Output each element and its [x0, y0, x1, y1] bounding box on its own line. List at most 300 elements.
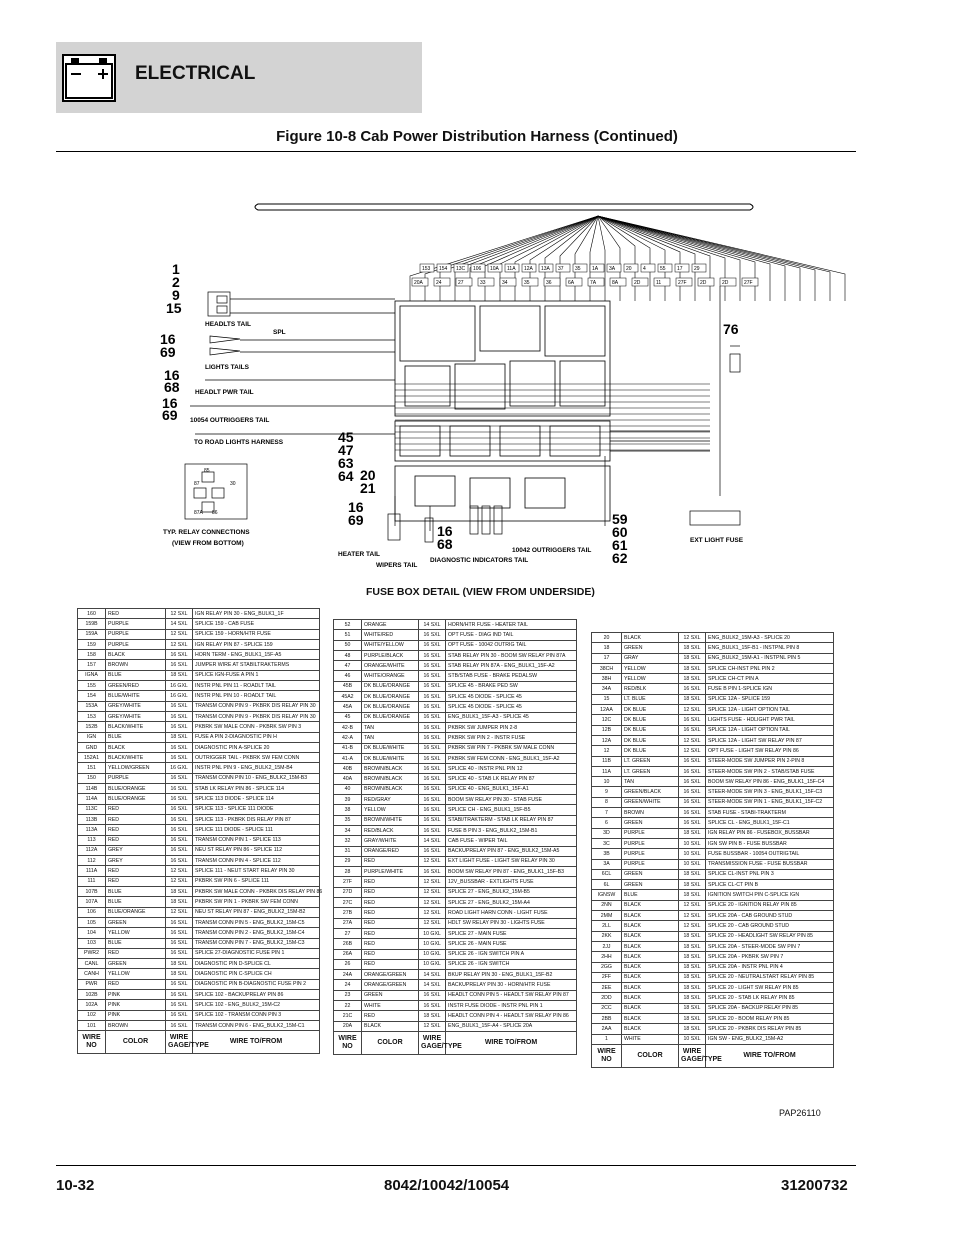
table-row: [592, 746, 834, 756]
wire-to-from: OPT FUSE - DIAG IND TAIL: [446, 630, 577, 640]
wire-tag-label: 13C: [456, 266, 466, 272]
table-row: [78, 825, 320, 835]
wire-gage: 12 SXL: [679, 746, 706, 756]
callout-number: 60: [612, 524, 628, 540]
wire-gage: 16 SXL: [679, 766, 706, 776]
table-row: [592, 1024, 834, 1034]
callout-number: 2: [172, 274, 180, 290]
wire-color: GREY: [106, 845, 166, 855]
table-row: [334, 887, 577, 897]
wire-number: 9: [592, 787, 622, 797]
wire-color: BLUE: [106, 732, 166, 742]
callout-number: 20: [360, 467, 376, 483]
wire-to-from: IGN RELAY PIN 30 - ENG_BULK1_1F: [193, 609, 320, 619]
table-row: [592, 859, 834, 869]
battery-icon: [62, 54, 116, 102]
table-row: [78, 876, 320, 886]
wire-gage: 12 SXL: [419, 898, 446, 908]
wire-number: 6CL: [592, 869, 622, 879]
wire-color: RED: [106, 814, 166, 824]
table-row: [592, 869, 834, 879]
wire-number: 10: [592, 777, 622, 787]
wire-number: 45A: [334, 702, 362, 712]
wire-to-from: PKBRK SW PIN 1 - PKBRK SW FEM CONN: [193, 897, 320, 907]
wire-color: GREY: [106, 856, 166, 866]
table-row: [334, 1021, 577, 1031]
wire-number: 2GG: [592, 962, 622, 972]
wire-color: PURPLE: [106, 619, 166, 629]
wire-to-from: SPLICE 40 - ENG_BULK1_15F-A1: [446, 784, 577, 794]
wire-to-from: SPLICE 159 - CAB FUSE: [193, 619, 320, 629]
wire-gage: 16 SXL: [166, 938, 193, 948]
wire-color: BLACK: [622, 972, 679, 982]
table-row: [334, 650, 577, 660]
wire-number: 2HH: [592, 952, 622, 962]
wire-color: RED: [106, 876, 166, 886]
wire-color: YELLOW: [622, 663, 679, 673]
wire-gage: 12 SXL: [679, 921, 706, 931]
callout-number: 69: [348, 512, 364, 528]
wire-to-from: IGNITION SWITCH PIN C-SPLICE IGN: [706, 890, 834, 900]
callout-number: 64: [338, 468, 354, 484]
wire-number: 31: [334, 846, 362, 856]
label-heater-tail: HEATER TAIL: [338, 551, 381, 558]
wire-color: GREEN/BLACK: [622, 787, 679, 797]
table-row: [592, 715, 834, 725]
wire-to-from: STAB LK RELAY PIN 86 - SPLICE 114: [193, 784, 320, 794]
table-row: [592, 705, 834, 715]
wire-color: PURPLE: [622, 859, 679, 869]
wire-gage: 10 GXL: [419, 959, 446, 969]
wire-gage: 12 SXL: [166, 876, 193, 886]
wire-color: RED: [106, 609, 166, 619]
table-row: [78, 845, 320, 855]
wire-number: 20A: [334, 1021, 362, 1031]
wire-to-from: PKBRK SW MALE CONN - PKBRK SW PIN 3: [193, 722, 320, 732]
wire-color: BLUE: [106, 938, 166, 948]
callout-number: 16: [437, 523, 453, 539]
wire-number: 102A: [78, 1000, 106, 1010]
wire-to-from: FUSE A PIN 2-DIAGNOSTIC PIN H: [193, 732, 320, 742]
table-row: [334, 620, 577, 630]
wire-to-from: SPLICE 26 - IGN SWITCH: [446, 959, 577, 969]
callout-number: 15: [166, 300, 182, 316]
table-row: [592, 653, 834, 663]
wire-to-from: INSTR PNL PIN 10 - ROADLT TAIL: [193, 691, 320, 701]
wire-number: 2KK: [592, 931, 622, 941]
wire-to-from: ENG_BULK1_15F-A4 - SPLICE 20A: [446, 1021, 577, 1031]
wire-number: 32: [334, 836, 362, 846]
wire-gage: 16 SXL: [166, 948, 193, 958]
wire-color: BLACK: [106, 742, 166, 752]
wire-number: 114B: [78, 784, 106, 794]
wire-number: 159A: [78, 629, 106, 639]
wire-to-from: TRANSM CONN PIN 7 - ENG_BULK2_15M-C3: [193, 938, 320, 948]
wire-to-from: SPLICE 102 - BACKUPRELAY PIN 86: [193, 989, 320, 999]
table-row: [334, 630, 577, 640]
wire-to-from: PKBRK SW MALE CONN - PKBRK DIS RELAY PIN 86: [193, 887, 320, 897]
table-row: [592, 962, 834, 972]
wire-to-from: SPLICE CH-CT PIN A: [706, 674, 834, 684]
wire-color: RED/BLK: [622, 684, 679, 694]
table-row: [334, 970, 577, 980]
wire-color: DK BLUE/WHITE: [362, 743, 419, 753]
wire-to-from: ENG_BULK1_15F-A3 - SPLICE 45: [446, 712, 577, 722]
wire-color: BROWN: [106, 660, 166, 670]
wire-to-from: SPLICE 20 - LIGHT SW RELAY PIN 85: [706, 983, 834, 993]
wire-to-from: CAB FUSE - WIPER TAIL: [446, 836, 577, 846]
wire-color: LT. GREEN: [622, 766, 679, 776]
wire-color: TAN: [362, 733, 419, 743]
wire-to-from: SPLICE 20 - PKBRK DIS RELAY PIN 85: [706, 1024, 834, 1034]
wire-gage: 14 SXL: [419, 980, 446, 990]
wire-number: 152B: [78, 722, 106, 732]
wire-color: GREEN: [362, 990, 419, 1000]
wire-color: RED: [362, 877, 419, 887]
wire-gage: 16 SXL: [419, 805, 446, 815]
wire-number: 103: [78, 938, 106, 948]
wire-to-from: SPLICE 159 - HORN/HTR FUSE: [193, 629, 320, 639]
wire-to-from: SPLICE 26 - MAIN FUSE: [446, 939, 577, 949]
wire-number: 106: [78, 907, 106, 917]
wire-gage: 16 SXL: [419, 825, 446, 835]
wire-gage: 14 SXL: [166, 619, 193, 629]
wire-gage: 16 SXL: [419, 671, 446, 681]
wire-color: DK BLUE/ORANGE: [362, 692, 419, 702]
wire-tag-label: 35: [575, 266, 581, 272]
callout-number: 1: [172, 261, 180, 277]
wire-table-2: [333, 619, 577, 1055]
wire-to-from: SPLICE 113 DIODE - SPLICE 114: [193, 794, 320, 804]
wire-number: 113B: [78, 814, 106, 824]
wire-number: 29: [334, 856, 362, 866]
wire-to-from: INSTR PNL PIN 9 - ENG_BULK2_15M-B4: [193, 763, 320, 773]
wire-gage: 16 SXL: [679, 808, 706, 818]
table-row: [592, 1013, 834, 1023]
wire-tag-label: 29: [694, 266, 700, 272]
wire-number: 47: [334, 661, 362, 671]
wire-number: 12: [592, 746, 622, 756]
wire-color: PURPLE/WHITE: [362, 867, 419, 877]
wire-color: DK BLUE/ORANGE: [362, 681, 419, 691]
fanout-wire: [560, 216, 598, 301]
wire-tag-label: 153: [422, 266, 431, 272]
wire-table-2-header: [334, 1031, 577, 1054]
relay-pin-label: 85: [204, 468, 210, 474]
wire-to-from: NEU ST RELAY PIN 86 - SPLICE 112: [193, 845, 320, 855]
table-row: [334, 928, 577, 938]
wire-to-from: TRANSM CONN PIN 10 - ENG_BULK2_15M-B3: [193, 773, 320, 783]
wire-color: WHITE/ORANGE: [362, 671, 419, 681]
wire-color: GREEN: [106, 917, 166, 927]
wire-gage: 16 GXL: [166, 763, 193, 773]
wire-gage: 12 SXL: [679, 735, 706, 745]
wire-to-from: INSTR FUSE DIODE - INSTR PNL PIN 1: [446, 1000, 577, 1010]
wire-tag-label: 6A: [568, 280, 575, 286]
table-row: [334, 815, 577, 825]
wire-gage: 18 SXL: [166, 670, 193, 680]
fanout-wires: [410, 216, 845, 301]
wire-number: 159B: [78, 619, 106, 629]
wire-gage: 16 SXL: [419, 681, 446, 691]
wire-to-from: STAB RELAY PIN 30 - BOOM SW RELAY PIN 87A: [446, 650, 577, 660]
wire-gage: 16 SXL: [419, 661, 446, 671]
wire-color: BLACK: [622, 921, 679, 931]
wire-color: GRAY: [622, 653, 679, 663]
table-row: [334, 661, 577, 671]
model-numbers: 8042/10042/10054: [384, 1177, 510, 1194]
wire-number: 35: [334, 815, 362, 825]
wire-gage: 16 SXL: [679, 725, 706, 735]
wire-number: 151: [78, 763, 106, 773]
wire-to-from: SPLICE 102 - ENG_BULK2_15M-C2: [193, 1000, 320, 1010]
wire-to-from: SPLICE 27-DIAGNOSTIC FUSE PIN 1: [193, 948, 320, 958]
table-row: [334, 1011, 577, 1021]
wire-number: 45: [334, 712, 362, 722]
table-row: [334, 825, 577, 835]
wire-color: BLACK: [622, 941, 679, 951]
wire-number: 1: [592, 1034, 622, 1044]
wire-number: 111: [78, 876, 106, 886]
table-row: [78, 742, 320, 752]
wire-to-from: TRANSMISSION FUSE - FUSE BUSSBAR: [706, 859, 834, 869]
table-row: [592, 684, 834, 694]
wire-table-3-body: [592, 633, 834, 1045]
wire-color: PURPLE: [106, 629, 166, 639]
wire-gage: 16 SXL: [679, 756, 706, 766]
callout-number: 16: [160, 331, 176, 347]
wire-number: 27D: [334, 887, 362, 897]
wire-gage: 18 SXL: [166, 887, 193, 897]
callout-number: 69: [162, 407, 178, 423]
wire-gage: 18 SXL: [679, 694, 706, 704]
wire-gage: 18 SXL: [166, 897, 193, 907]
wire-gage: 16 SXL: [166, 928, 193, 938]
table-row: [334, 939, 577, 949]
wire-to-from: DIAGNOSTIC PIN A-SPLICE 20: [193, 742, 320, 752]
wire-color: BLACK: [622, 1003, 679, 1013]
label-road-lights: TO ROAD LIGHTS HARNESS: [194, 439, 284, 446]
wire-gage: 14 SXL: [419, 836, 446, 846]
wire-color: PURPLE: [622, 828, 679, 838]
wire-tag-label: 11: [656, 280, 662, 286]
label-outriggers-tail: 10054 OUTRIGGERS TAIL: [190, 417, 270, 424]
wire-gage: 18 SXL: [679, 1003, 706, 1013]
table-row: [334, 784, 577, 794]
wire-color: DK BLUE: [622, 715, 679, 725]
wire-to-from: EXT LIGHT FUSE - LIGHT SW RELAY PIN 30: [446, 856, 577, 866]
wire-to-from: SPLICE 111 DIODE - SPLICE 111: [193, 825, 320, 835]
wire-table-3-header: [592, 1044, 834, 1067]
wire-gage: 16 SXL: [419, 867, 446, 877]
wire-gage: 16 SXL: [679, 684, 706, 694]
wire-gage: 12 SXL: [419, 887, 446, 897]
wire-color: WHITE: [622, 1034, 679, 1044]
wire-gage: 12 SXL: [679, 900, 706, 910]
wire-to-from: SPLICE CL-CT PIN B: [706, 880, 834, 890]
wire-color: BLACK: [362, 1021, 419, 1031]
wire-color: DK BLUE: [622, 725, 679, 735]
wire-number: 21C: [334, 1011, 362, 1021]
wire-number: 11B: [592, 756, 622, 766]
wire-number: 6: [592, 818, 622, 828]
wire-gage: 16 SXL: [166, 742, 193, 752]
wire-gage: 12 SXL: [419, 918, 446, 928]
table-row: [334, 867, 577, 877]
wire-to-from: SPLICE 12A - LIGHT OPTION TAIL: [706, 705, 834, 715]
wire-number: 107B: [78, 887, 106, 897]
wire-to-from: LIGHTS FUSE - HDLIGHT PWR TAIL: [706, 715, 834, 725]
wire-number: 105: [78, 917, 106, 927]
wire-color: GREEN: [622, 869, 679, 879]
wire-to-from: SPLICE 20A - INSTR PNL PIN 4: [706, 962, 834, 972]
wire-to-from: SPLICE 20 - NEUTRALSTART RELAY PIN 85: [706, 972, 834, 982]
wire-to-from: SPLICE 20 - BOOM RELAY PIN 85: [706, 1013, 834, 1023]
wire-to-from: SPLICE 20A - CAB GROUND STUD: [706, 911, 834, 921]
wire-gage: 18 SXL: [419, 1011, 446, 1021]
table-row: [592, 663, 834, 673]
wire-color: LT. BLUE: [622, 694, 679, 704]
wire-gage: 16 SXL: [166, 814, 193, 824]
wire-tag-label: 20A: [414, 280, 423, 286]
table-row: [78, 763, 320, 773]
fanout-wire: [598, 216, 755, 301]
wire-color: BLACK: [622, 993, 679, 1003]
wire-to-from: SPLICE 12A - LIGHT OPTION TAIL: [706, 725, 834, 735]
wire-color: DK BLUE/ORANGE: [362, 712, 419, 722]
wire-color: BLACK/WHITE: [106, 753, 166, 763]
wire-number: 42-B: [334, 722, 362, 732]
wire-gage: 16 SXL: [166, 660, 193, 670]
wire-gage: 16 SXL: [679, 715, 706, 725]
wire-to-from: SPLICE 113 - SPLICE 111 DIODE: [193, 804, 320, 814]
callout-number: 21: [360, 480, 376, 496]
wire-to-from: HDLT SW RELAY PIN 30 - LIGHTS FUSE: [446, 918, 577, 928]
wire-number: 160: [78, 609, 106, 619]
table-row: [592, 890, 834, 900]
wire-number: 6L: [592, 880, 622, 890]
wire-number: PWR2: [78, 948, 106, 958]
wire-gage: 16 SXL: [166, 1010, 193, 1020]
wire-to-from: TRANSM CONN PIN 9 - PKBRK DIS RELAY PIN 30: [193, 701, 320, 711]
wire-gage: 16 SXL: [419, 990, 446, 1000]
wire-number: 20: [592, 633, 622, 643]
wire-to-from: STAB FUSE - STABI-TRAKTERM: [706, 808, 834, 818]
wire-tag-label: 106: [473, 266, 482, 272]
wire-number: 27C: [334, 898, 362, 908]
wire-gage: 18 SXL: [679, 931, 706, 941]
wire-number: 26: [334, 959, 362, 969]
wire-number: 2EE: [592, 983, 622, 993]
label-10042-outriggers: 10042 OUTRIGGERS TAIL: [512, 547, 592, 554]
wire-color: WHITE/RED: [362, 630, 419, 640]
wire-gage: 16 SXL: [419, 630, 446, 640]
wire-color: DK BLUE: [622, 746, 679, 756]
wire-gage: 18 SXL: [679, 993, 706, 1003]
wire-to-from: SPLICE CH-INST PNL PIN 2: [706, 663, 834, 673]
label-lights-tails: LIGHTS TAILS: [205, 364, 249, 371]
wire-number: 51: [334, 630, 362, 640]
wire-number: 3D: [592, 828, 622, 838]
relay-pin-label: 30: [230, 481, 236, 487]
wire-gage: 10 GXL: [419, 939, 446, 949]
wire-color: RED: [106, 835, 166, 845]
wire-gage: 18 SXL: [679, 941, 706, 951]
wire-gage: 16 SXL: [166, 784, 193, 794]
callout-number: 61: [612, 537, 628, 553]
wire-number: 15: [592, 694, 622, 704]
fanout-wire: [598, 216, 725, 301]
wire-gage: 14 SXL: [419, 620, 446, 630]
wire-gage: 10 SXL: [679, 859, 706, 869]
wire-to-from: ENG_BULK2_15M-A3 - SPLICE 20: [706, 633, 834, 643]
wire-table-1-header: [78, 1031, 320, 1054]
wire-color: PURPLE: [106, 639, 166, 649]
table-row: [334, 877, 577, 887]
wire-table-2-body: [334, 620, 577, 1032]
wire-to-from: OPT FUSE - LIGHT SW RELAY PIN 86: [706, 746, 834, 756]
wire-to-from: IGN SW PIN B - FUSE BUSSBAR: [706, 838, 834, 848]
wire-to-from: STEER-MODE SW PIN 1 - ENG_BULK1_15F-C2: [706, 797, 834, 807]
table-row: [592, 880, 834, 890]
wire-tag-label: 35: [524, 280, 530, 286]
wire-table-3: [591, 632, 834, 1068]
wire-gage: 18 SXL: [679, 983, 706, 993]
wire-number: 155: [78, 681, 106, 691]
wire-gage: 12 SXL: [679, 705, 706, 715]
table-row: [592, 1003, 834, 1013]
wire-gage: 18 SXL: [679, 962, 706, 972]
wire-tag-label: 10A: [490, 266, 499, 272]
table-row: [78, 814, 320, 824]
table-row: [334, 836, 577, 846]
wire-table-1-body: [78, 609, 323, 1031]
wire-gage: 16 SXL: [166, 835, 193, 845]
table-row: [592, 766, 834, 776]
wire-number: 40A: [334, 774, 362, 784]
wire-to-from: DIAGNOSTIC PIN B-DIAGNOSTIC FUSE PIN 2: [193, 979, 320, 989]
wire-to-from: SPLICE 40 - INSTR PNL PIN 12: [446, 764, 577, 774]
wire-to-from: HEADLT CONN PIN 5 - HEADLT SW RELAY PIN 87: [446, 990, 577, 1000]
wire-to-from: BOOM SW RELAY PIN 30 - STAB FUSE: [446, 795, 577, 805]
wire-gage: 10 SXL: [679, 1034, 706, 1044]
wire-color: BLACK: [622, 1024, 679, 1034]
wire-number: 158: [78, 650, 106, 660]
wire-gage: 16 GXL: [166, 691, 193, 701]
wire-number: 27: [334, 928, 362, 938]
wire-number: 113C: [78, 804, 106, 814]
wire-number: 46: [334, 671, 362, 681]
wire-color: DK BLUE/ORANGE: [362, 702, 419, 712]
wire-tag-label: 27F: [678, 280, 687, 286]
wire-gage: 16 SXL: [419, 846, 446, 856]
wire-number: 112: [78, 856, 106, 866]
wire-number: IGN: [78, 732, 106, 742]
wire-color: BLUE: [106, 887, 166, 897]
wire-gage: 16 SXL: [166, 753, 193, 763]
table-row: [78, 907, 320, 917]
harness-trunk: [255, 204, 753, 210]
wire-gage: 16 SXL: [166, 856, 193, 866]
wire-color: GREEN/WHITE: [622, 797, 679, 807]
table-row: [78, 979, 320, 989]
wire-gage: 16 SXL: [166, 989, 193, 999]
wire-number: 26A: [334, 949, 362, 959]
table-row: [78, 948, 320, 958]
wire-color: RED: [106, 804, 166, 814]
table-row: [334, 1000, 577, 1010]
table-row: [78, 639, 320, 649]
